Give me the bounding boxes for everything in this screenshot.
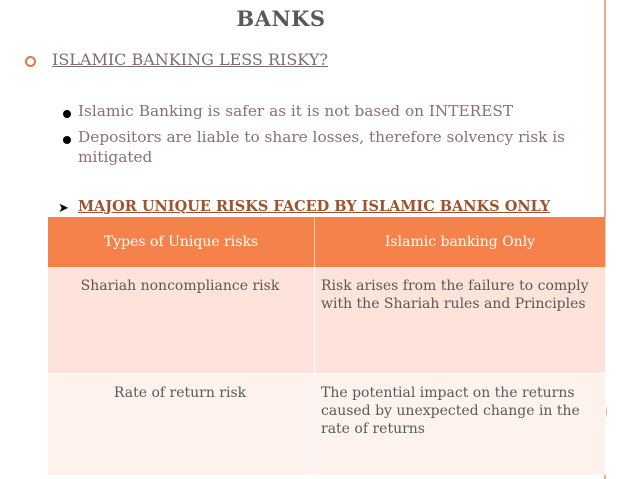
table-header-row: [48, 217, 606, 267]
table-cell: Rate of return risk: [48, 374, 315, 476]
table-cell: Risk arises from the failure to comply with the Shariah rules and Principles: [315, 267, 606, 374]
table-header-cell: Types of Unique risks: [48, 217, 315, 267]
table-row: [48, 267, 606, 374]
bullet-dot-icon: [63, 110, 71, 118]
ring-bullet-icon: [25, 56, 36, 67]
slide-title: BANKS: [236, 6, 326, 31]
bullet-text-1: Islamic Banking is safer as it is not based on INTEREST: [78, 102, 514, 120]
sub-heading: MAJOR UNIQUE RISKS FACED BY ISLAMIC BANKS ONLY: [78, 198, 551, 215]
bullet-dot-icon: [63, 136, 71, 144]
section-heading: ISLAMIC BANKING LESS RISKY?: [52, 50, 328, 69]
bullet-text-2: Depositors are liable to share losses, therefore solvency risk is mitigated: [78, 128, 566, 166]
table-row: [48, 374, 606, 476]
risks-table: [48, 217, 606, 475]
table-header-cell: Islamic banking Only: [315, 217, 606, 267]
table-cell: The potential impact on the returns caused by unexpected change in the rate of returns: [315, 374, 606, 476]
arrow-bullet-icon: ➤: [58, 201, 69, 216]
table-cell: Shariah noncompliance risk: [48, 267, 315, 374]
